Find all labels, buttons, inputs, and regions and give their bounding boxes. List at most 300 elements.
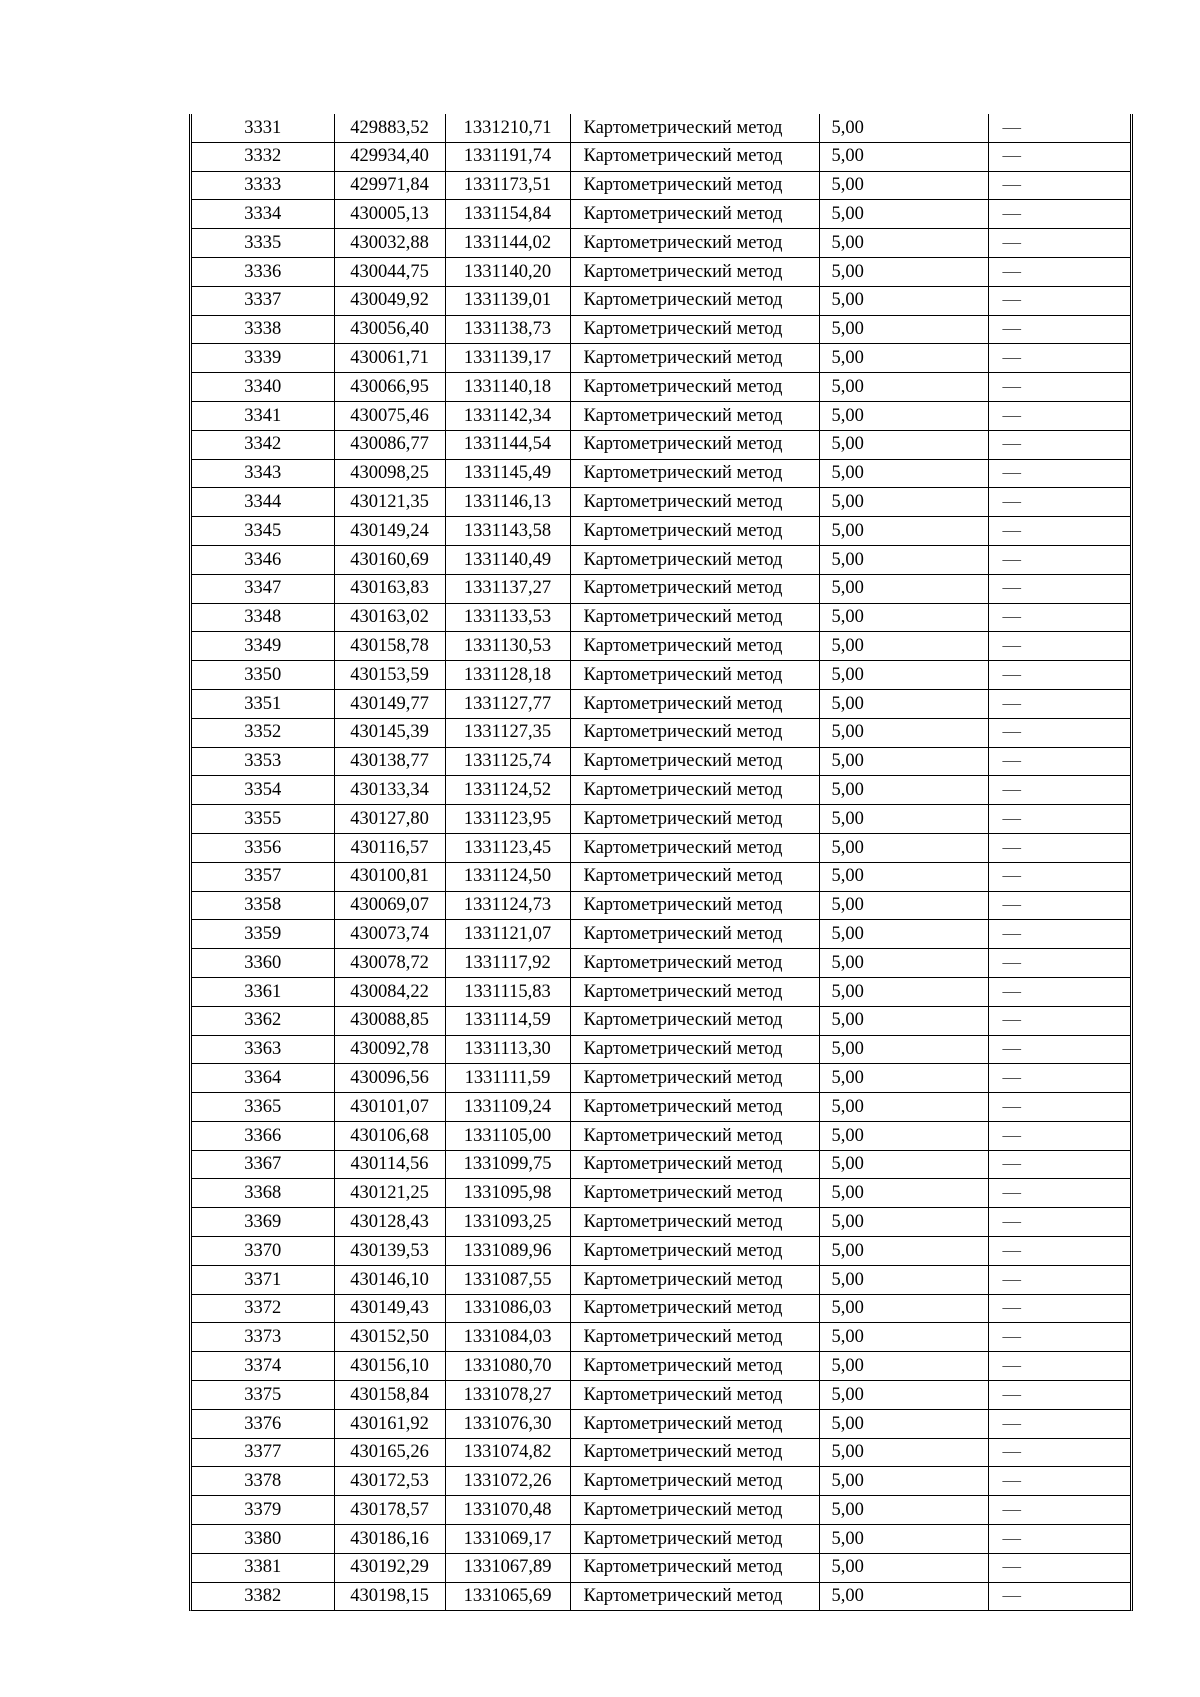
- point-number-cell: 3345: [192, 517, 334, 546]
- accuracy-cell: 5,00: [819, 344, 988, 373]
- table-row: [192, 1093, 1130, 1122]
- description-cell: —: [988, 401, 1130, 430]
- accuracy-cell: 5,00: [819, 1064, 988, 1093]
- table-row: [192, 977, 1130, 1006]
- method-cell: Картометрический метод: [570, 1179, 819, 1208]
- y-coordinate-cell: 1331121,07: [445, 920, 570, 949]
- accuracy-cell: 5,00: [819, 1265, 988, 1294]
- point-number-cell: 3344: [192, 488, 334, 517]
- table-row: [192, 1265, 1130, 1294]
- table-row: [192, 1582, 1130, 1610]
- table-row: [192, 920, 1130, 949]
- table-row: [192, 171, 1130, 200]
- method-cell: Картометрический метод: [570, 1525, 819, 1554]
- table-row: [192, 689, 1130, 718]
- description-cell: —: [988, 977, 1130, 1006]
- point-number-cell: 3353: [192, 747, 334, 776]
- description-cell: —: [988, 1093, 1130, 1122]
- description-cell: —: [988, 1208, 1130, 1237]
- accuracy-cell: 5,00: [819, 1409, 988, 1438]
- description-cell: —: [988, 805, 1130, 834]
- method-cell: Картометрический метод: [570, 430, 819, 459]
- point-number-cell: 3331: [192, 114, 334, 142]
- y-coordinate-cell: 1331142,34: [445, 401, 570, 430]
- accuracy-cell: 5,00: [819, 1525, 988, 1554]
- y-coordinate-cell: 1331123,45: [445, 833, 570, 862]
- point-number-cell: 3334: [192, 200, 334, 229]
- x-coordinate-cell: 430127,80: [334, 805, 445, 834]
- accuracy-cell: 5,00: [819, 1150, 988, 1179]
- accuracy-cell: 5,00: [819, 805, 988, 834]
- table-row: [192, 1409, 1130, 1438]
- method-cell: Картометрический метод: [570, 1582, 819, 1610]
- method-cell: Картометрический метод: [570, 977, 819, 1006]
- accuracy-cell: 5,00: [819, 171, 988, 200]
- y-coordinate-cell: 1331113,30: [445, 1035, 570, 1064]
- x-coordinate-cell: 430049,92: [334, 286, 445, 315]
- x-coordinate-cell: 430192,29: [334, 1553, 445, 1582]
- x-coordinate-cell: 430032,88: [334, 229, 445, 258]
- accuracy-cell: 5,00: [819, 603, 988, 632]
- x-coordinate-cell: 429883,52: [334, 114, 445, 142]
- description-cell: —: [988, 229, 1130, 258]
- y-coordinate-cell: 1331124,50: [445, 862, 570, 891]
- table-row: [192, 603, 1130, 632]
- point-number-cell: 3382: [192, 1582, 334, 1610]
- point-number-cell: 3340: [192, 373, 334, 402]
- description-cell: —: [988, 1121, 1130, 1150]
- accuracy-cell: 5,00: [819, 1093, 988, 1122]
- x-coordinate-cell: 430198,15: [334, 1582, 445, 1610]
- y-coordinate-cell: 1331130,53: [445, 632, 570, 661]
- table-row: [192, 114, 1130, 142]
- x-coordinate-cell: 430149,24: [334, 517, 445, 546]
- method-cell: Картометрический метод: [570, 517, 819, 546]
- table-row: [192, 776, 1130, 805]
- y-coordinate-cell: 1331080,70: [445, 1352, 570, 1381]
- method-cell: Картометрический метод: [570, 1150, 819, 1179]
- x-coordinate-cell: 430106,68: [334, 1121, 445, 1150]
- accuracy-cell: 5,00: [819, 833, 988, 862]
- description-cell: —: [988, 1582, 1130, 1610]
- description-cell: —: [988, 833, 1130, 862]
- description-cell: —: [988, 142, 1130, 171]
- table-row: [192, 833, 1130, 862]
- x-coordinate-cell: 429934,40: [334, 142, 445, 171]
- x-coordinate-cell: 430146,10: [334, 1265, 445, 1294]
- y-coordinate-cell: 1331076,30: [445, 1409, 570, 1438]
- x-coordinate-cell: 430078,72: [334, 949, 445, 978]
- description-cell: —: [988, 574, 1130, 603]
- x-coordinate-cell: 430086,77: [334, 430, 445, 459]
- description-cell: —: [988, 1006, 1130, 1035]
- accuracy-cell: 5,00: [819, 1381, 988, 1410]
- accuracy-cell: 5,00: [819, 545, 988, 574]
- x-coordinate-cell: 430149,77: [334, 689, 445, 718]
- point-number-cell: 3372: [192, 1294, 334, 1323]
- y-coordinate-cell: 1331117,92: [445, 949, 570, 978]
- y-coordinate-cell: 1331065,69: [445, 1582, 570, 1610]
- y-coordinate-cell: 1331069,17: [445, 1525, 570, 1554]
- accuracy-cell: 5,00: [819, 1467, 988, 1496]
- description-cell: —: [988, 1150, 1130, 1179]
- method-cell: Картометрический метод: [570, 661, 819, 690]
- table-row: [192, 1352, 1130, 1381]
- point-number-cell: 3365: [192, 1093, 334, 1122]
- y-coordinate-cell: 1331124,73: [445, 891, 570, 920]
- point-number-cell: 3346: [192, 545, 334, 574]
- y-coordinate-cell: 1331070,48: [445, 1496, 570, 1525]
- point-number-cell: 3349: [192, 632, 334, 661]
- point-number-cell: 3351: [192, 689, 334, 718]
- x-coordinate-cell: 430092,78: [334, 1035, 445, 1064]
- y-coordinate-cell: 1331127,77: [445, 689, 570, 718]
- y-coordinate-cell: 1331089,96: [445, 1237, 570, 1266]
- x-coordinate-cell: 430121,25: [334, 1179, 445, 1208]
- method-cell: Картометрический метод: [570, 1409, 819, 1438]
- accuracy-cell: 5,00: [819, 1294, 988, 1323]
- y-coordinate-cell: 1331144,54: [445, 430, 570, 459]
- description-cell: —: [988, 430, 1130, 459]
- method-cell: Картометрический метод: [570, 545, 819, 574]
- point-number-cell: 3380: [192, 1525, 334, 1554]
- y-coordinate-cell: 1331125,74: [445, 747, 570, 776]
- description-cell: —: [988, 1553, 1130, 1582]
- description-cell: —: [988, 747, 1130, 776]
- method-cell: Картометрический метод: [570, 257, 819, 286]
- accuracy-cell: 5,00: [819, 1553, 988, 1582]
- description-cell: —: [988, 1352, 1130, 1381]
- table-row: [192, 315, 1130, 344]
- accuracy-cell: 5,00: [819, 114, 988, 142]
- accuracy-cell: 5,00: [819, 661, 988, 690]
- table-row: [192, 488, 1130, 517]
- table-row: [192, 459, 1130, 488]
- description-cell: —: [988, 286, 1130, 315]
- description-cell: —: [988, 862, 1130, 891]
- point-number-cell: 3354: [192, 776, 334, 805]
- table-row: [192, 949, 1130, 978]
- x-coordinate-cell: 430073,74: [334, 920, 445, 949]
- y-coordinate-cell: 1331144,02: [445, 229, 570, 258]
- y-coordinate-cell: 1331105,00: [445, 1121, 570, 1150]
- y-coordinate-cell: 1331138,73: [445, 315, 570, 344]
- accuracy-cell: 5,00: [819, 632, 988, 661]
- accuracy-cell: 5,00: [819, 574, 988, 603]
- accuracy-cell: 5,00: [819, 689, 988, 718]
- y-coordinate-cell: 1331139,17: [445, 344, 570, 373]
- description-cell: —: [988, 344, 1130, 373]
- x-coordinate-cell: 430061,71: [334, 344, 445, 373]
- description-cell: —: [988, 1035, 1130, 1064]
- table-row: [192, 661, 1130, 690]
- table-row: [192, 805, 1130, 834]
- method-cell: Картометрический метод: [570, 1064, 819, 1093]
- method-cell: Картометрический метод: [570, 891, 819, 920]
- x-coordinate-cell: 430075,46: [334, 401, 445, 430]
- table-row: [192, 1121, 1130, 1150]
- accuracy-cell: 5,00: [819, 430, 988, 459]
- point-number-cell: 3366: [192, 1121, 334, 1150]
- description-cell: —: [988, 1179, 1130, 1208]
- y-coordinate-cell: 1331114,59: [445, 1006, 570, 1035]
- method-cell: Картометрический метод: [570, 114, 819, 142]
- method-cell: Картометрический метод: [570, 833, 819, 862]
- description-cell: —: [988, 517, 1130, 546]
- accuracy-cell: 5,00: [819, 1237, 988, 1266]
- method-cell: Картометрический метод: [570, 603, 819, 632]
- coordinates-table-body: [192, 114, 1130, 1610]
- method-cell: Картометрический метод: [570, 1553, 819, 1582]
- table-row: [192, 1553, 1130, 1582]
- x-coordinate-cell: 430145,39: [334, 718, 445, 747]
- table-row: [192, 545, 1130, 574]
- y-coordinate-cell: 1331140,20: [445, 257, 570, 286]
- method-cell: Картометрический метод: [570, 459, 819, 488]
- y-coordinate-cell: 1331115,83: [445, 977, 570, 1006]
- accuracy-cell: 5,00: [819, 459, 988, 488]
- description-cell: —: [988, 1323, 1130, 1352]
- y-coordinate-cell: 1331086,03: [445, 1294, 570, 1323]
- point-number-cell: 3339: [192, 344, 334, 373]
- point-number-cell: 3341: [192, 401, 334, 430]
- x-coordinate-cell: 429971,84: [334, 171, 445, 200]
- point-number-cell: 3352: [192, 718, 334, 747]
- method-cell: Картометрический метод: [570, 373, 819, 402]
- table-row: [192, 142, 1130, 171]
- x-coordinate-cell: 430100,81: [334, 862, 445, 891]
- table-row: [192, 718, 1130, 747]
- accuracy-cell: 5,00: [819, 718, 988, 747]
- table-row: [192, 257, 1130, 286]
- accuracy-cell: 5,00: [819, 1496, 988, 1525]
- method-cell: Картометрический метод: [570, 171, 819, 200]
- method-cell: Картометрический метод: [570, 689, 819, 718]
- x-coordinate-cell: 430088,85: [334, 1006, 445, 1035]
- method-cell: Картометрический метод: [570, 286, 819, 315]
- accuracy-cell: 5,00: [819, 1121, 988, 1150]
- table-row: [192, 632, 1130, 661]
- method-cell: Картометрический метод: [570, 1381, 819, 1410]
- method-cell: Картометрический метод: [570, 1093, 819, 1122]
- method-cell: Картометрический метод: [570, 488, 819, 517]
- description-cell: —: [988, 689, 1130, 718]
- x-coordinate-cell: 430158,84: [334, 1381, 445, 1410]
- point-number-cell: 3373: [192, 1323, 334, 1352]
- accuracy-cell: 5,00: [819, 1006, 988, 1035]
- accuracy-cell: 5,00: [819, 1582, 988, 1610]
- description-cell: —: [988, 603, 1130, 632]
- point-number-cell: 3343: [192, 459, 334, 488]
- accuracy-cell: 5,00: [819, 1035, 988, 1064]
- description-cell: —: [988, 776, 1130, 805]
- x-coordinate-cell: 430084,22: [334, 977, 445, 1006]
- y-coordinate-cell: 1331127,35: [445, 718, 570, 747]
- x-coordinate-cell: 430161,92: [334, 1409, 445, 1438]
- x-coordinate-cell: 430139,53: [334, 1237, 445, 1266]
- description-cell: —: [988, 373, 1130, 402]
- x-coordinate-cell: 430116,57: [334, 833, 445, 862]
- point-number-cell: 3371: [192, 1265, 334, 1294]
- x-coordinate-cell: 430114,56: [334, 1150, 445, 1179]
- description-cell: —: [988, 1438, 1130, 1467]
- y-coordinate-cell: 1331087,55: [445, 1265, 570, 1294]
- x-coordinate-cell: 430153,59: [334, 661, 445, 690]
- point-number-cell: 3342: [192, 430, 334, 459]
- method-cell: Картометрический метод: [570, 1265, 819, 1294]
- point-number-cell: 3375: [192, 1381, 334, 1410]
- method-cell: Картометрический метод: [570, 574, 819, 603]
- table-row: [192, 574, 1130, 603]
- method-cell: Картометрический метод: [570, 344, 819, 373]
- method-cell: Картометрический метод: [570, 1121, 819, 1150]
- method-cell: Картометрический метод: [570, 747, 819, 776]
- y-coordinate-cell: 1331210,71: [445, 114, 570, 142]
- method-cell: Картометрический метод: [570, 920, 819, 949]
- method-cell: Картометрический метод: [570, 718, 819, 747]
- accuracy-cell: 5,00: [819, 373, 988, 402]
- accuracy-cell: 5,00: [819, 1323, 988, 1352]
- y-coordinate-cell: 1331084,03: [445, 1323, 570, 1352]
- point-number-cell: 3348: [192, 603, 334, 632]
- description-cell: —: [988, 1496, 1130, 1525]
- method-cell: Картометрический метод: [570, 1323, 819, 1352]
- point-number-cell: 3356: [192, 833, 334, 862]
- method-cell: Картометрический метод: [570, 200, 819, 229]
- y-coordinate-cell: 1331140,18: [445, 373, 570, 402]
- table-row: [192, 286, 1130, 315]
- accuracy-cell: 5,00: [819, 1179, 988, 1208]
- point-number-cell: 3332: [192, 142, 334, 171]
- x-coordinate-cell: 430044,75: [334, 257, 445, 286]
- point-number-cell: 3359: [192, 920, 334, 949]
- y-coordinate-cell: 1331095,98: [445, 1179, 570, 1208]
- point-number-cell: 3360: [192, 949, 334, 978]
- table-row: [192, 1496, 1130, 1525]
- x-coordinate-cell: 430165,26: [334, 1438, 445, 1467]
- method-cell: Картометрический метод: [570, 401, 819, 430]
- x-coordinate-cell: 430056,40: [334, 315, 445, 344]
- table-row: [192, 1237, 1130, 1266]
- accuracy-cell: 5,00: [819, 286, 988, 315]
- x-coordinate-cell: 430138,77: [334, 747, 445, 776]
- accuracy-cell: 5,00: [819, 977, 988, 1006]
- method-cell: Картометрический метод: [570, 1496, 819, 1525]
- point-number-cell: 3337: [192, 286, 334, 315]
- method-cell: Картометрический метод: [570, 1352, 819, 1381]
- point-number-cell: 3336: [192, 257, 334, 286]
- x-coordinate-cell: 430098,25: [334, 459, 445, 488]
- x-coordinate-cell: 430158,78: [334, 632, 445, 661]
- description-cell: —: [988, 1064, 1130, 1093]
- description-cell: —: [988, 488, 1130, 517]
- y-coordinate-cell: 1331133,53: [445, 603, 570, 632]
- point-number-cell: 3350: [192, 661, 334, 690]
- x-coordinate-cell: 430156,10: [334, 1352, 445, 1381]
- method-cell: Картометрический метод: [570, 805, 819, 834]
- point-number-cell: 3333: [192, 171, 334, 200]
- accuracy-cell: 5,00: [819, 200, 988, 229]
- y-coordinate-cell: 1331111,59: [445, 1064, 570, 1093]
- table-row: [192, 747, 1130, 776]
- table-row: [192, 891, 1130, 920]
- description-cell: —: [988, 1294, 1130, 1323]
- accuracy-cell: 5,00: [819, 315, 988, 344]
- point-number-cell: 3363: [192, 1035, 334, 1064]
- description-cell: —: [1002, 117, 1021, 138]
- point-number-cell: 3370: [192, 1237, 334, 1266]
- description-cell: —: [988, 459, 1130, 488]
- accuracy-cell: 5,00: [819, 517, 988, 546]
- y-coordinate-cell: 1331191,74: [445, 142, 570, 171]
- description-cell: —: [988, 632, 1130, 661]
- accuracy-cell: 5,00: [819, 776, 988, 805]
- y-coordinate-cell: 1331078,27: [445, 1381, 570, 1410]
- x-coordinate-cell: 430101,07: [334, 1093, 445, 1122]
- point-number-cell: 3367: [192, 1150, 334, 1179]
- description-cell: —: [988, 200, 1130, 229]
- method-cell: Картометрический метод: [570, 862, 819, 891]
- x-coordinate-cell: 430160,69: [334, 545, 445, 574]
- description-cell: —: [988, 1381, 1130, 1410]
- table-row: [192, 1035, 1130, 1064]
- table-row: [192, 430, 1130, 459]
- x-coordinate-cell: 430172,53: [334, 1467, 445, 1496]
- x-coordinate-cell: 430178,57: [334, 1496, 445, 1525]
- y-coordinate-cell: 1331128,18: [445, 661, 570, 690]
- y-coordinate-cell: 1331143,58: [445, 517, 570, 546]
- table-row: [192, 1006, 1130, 1035]
- description-cell: —: [988, 949, 1130, 978]
- x-coordinate-cell: 430066,95: [334, 373, 445, 402]
- point-number-cell: 3369: [192, 1208, 334, 1237]
- table-row: [192, 1438, 1130, 1467]
- table-row: [192, 1525, 1130, 1554]
- x-coordinate-cell: 430149,43: [334, 1294, 445, 1323]
- coordinates-table-grid: [192, 114, 1130, 1610]
- description-cell: —: [988, 1237, 1130, 1266]
- point-number-cell: 3335: [192, 229, 334, 258]
- description-cell: —: [988, 718, 1130, 747]
- description-cell: —: [988, 315, 1130, 344]
- description-cell: —: [988, 545, 1130, 574]
- method-cell: Картометрический метод: [570, 632, 819, 661]
- accuracy-cell: 5,00: [819, 747, 988, 776]
- table-row: [192, 862, 1130, 891]
- table-row: [192, 517, 1130, 546]
- method-cell: Картометрический метод: [570, 1438, 819, 1467]
- y-coordinate-cell: 1331072,26: [445, 1467, 570, 1496]
- method-cell: Картометрический метод: [570, 1294, 819, 1323]
- method-cell: Картометрический метод: [570, 229, 819, 258]
- description-cell: —: [988, 1525, 1130, 1554]
- x-coordinate-cell: 430121,35: [334, 488, 445, 517]
- method-cell: Картометрический метод: [570, 1006, 819, 1035]
- point-number-cell: 3374: [192, 1352, 334, 1381]
- y-coordinate-cell: 1331074,82: [445, 1438, 570, 1467]
- y-coordinate-cell: 1331139,01: [445, 286, 570, 315]
- point-number-cell: 3378: [192, 1467, 334, 1496]
- point-number-cell: 3347: [192, 574, 334, 603]
- description-cell: —: [988, 1467, 1130, 1496]
- method-cell: Картометрический метод: [570, 142, 819, 171]
- y-coordinate-cell: 1331137,27: [445, 574, 570, 603]
- method-cell: Картометрический метод: [570, 1208, 819, 1237]
- table-row: [192, 200, 1130, 229]
- y-coordinate-cell: 1331093,25: [445, 1208, 570, 1237]
- point-number-cell: 3364: [192, 1064, 334, 1093]
- description-cell: —: [988, 891, 1130, 920]
